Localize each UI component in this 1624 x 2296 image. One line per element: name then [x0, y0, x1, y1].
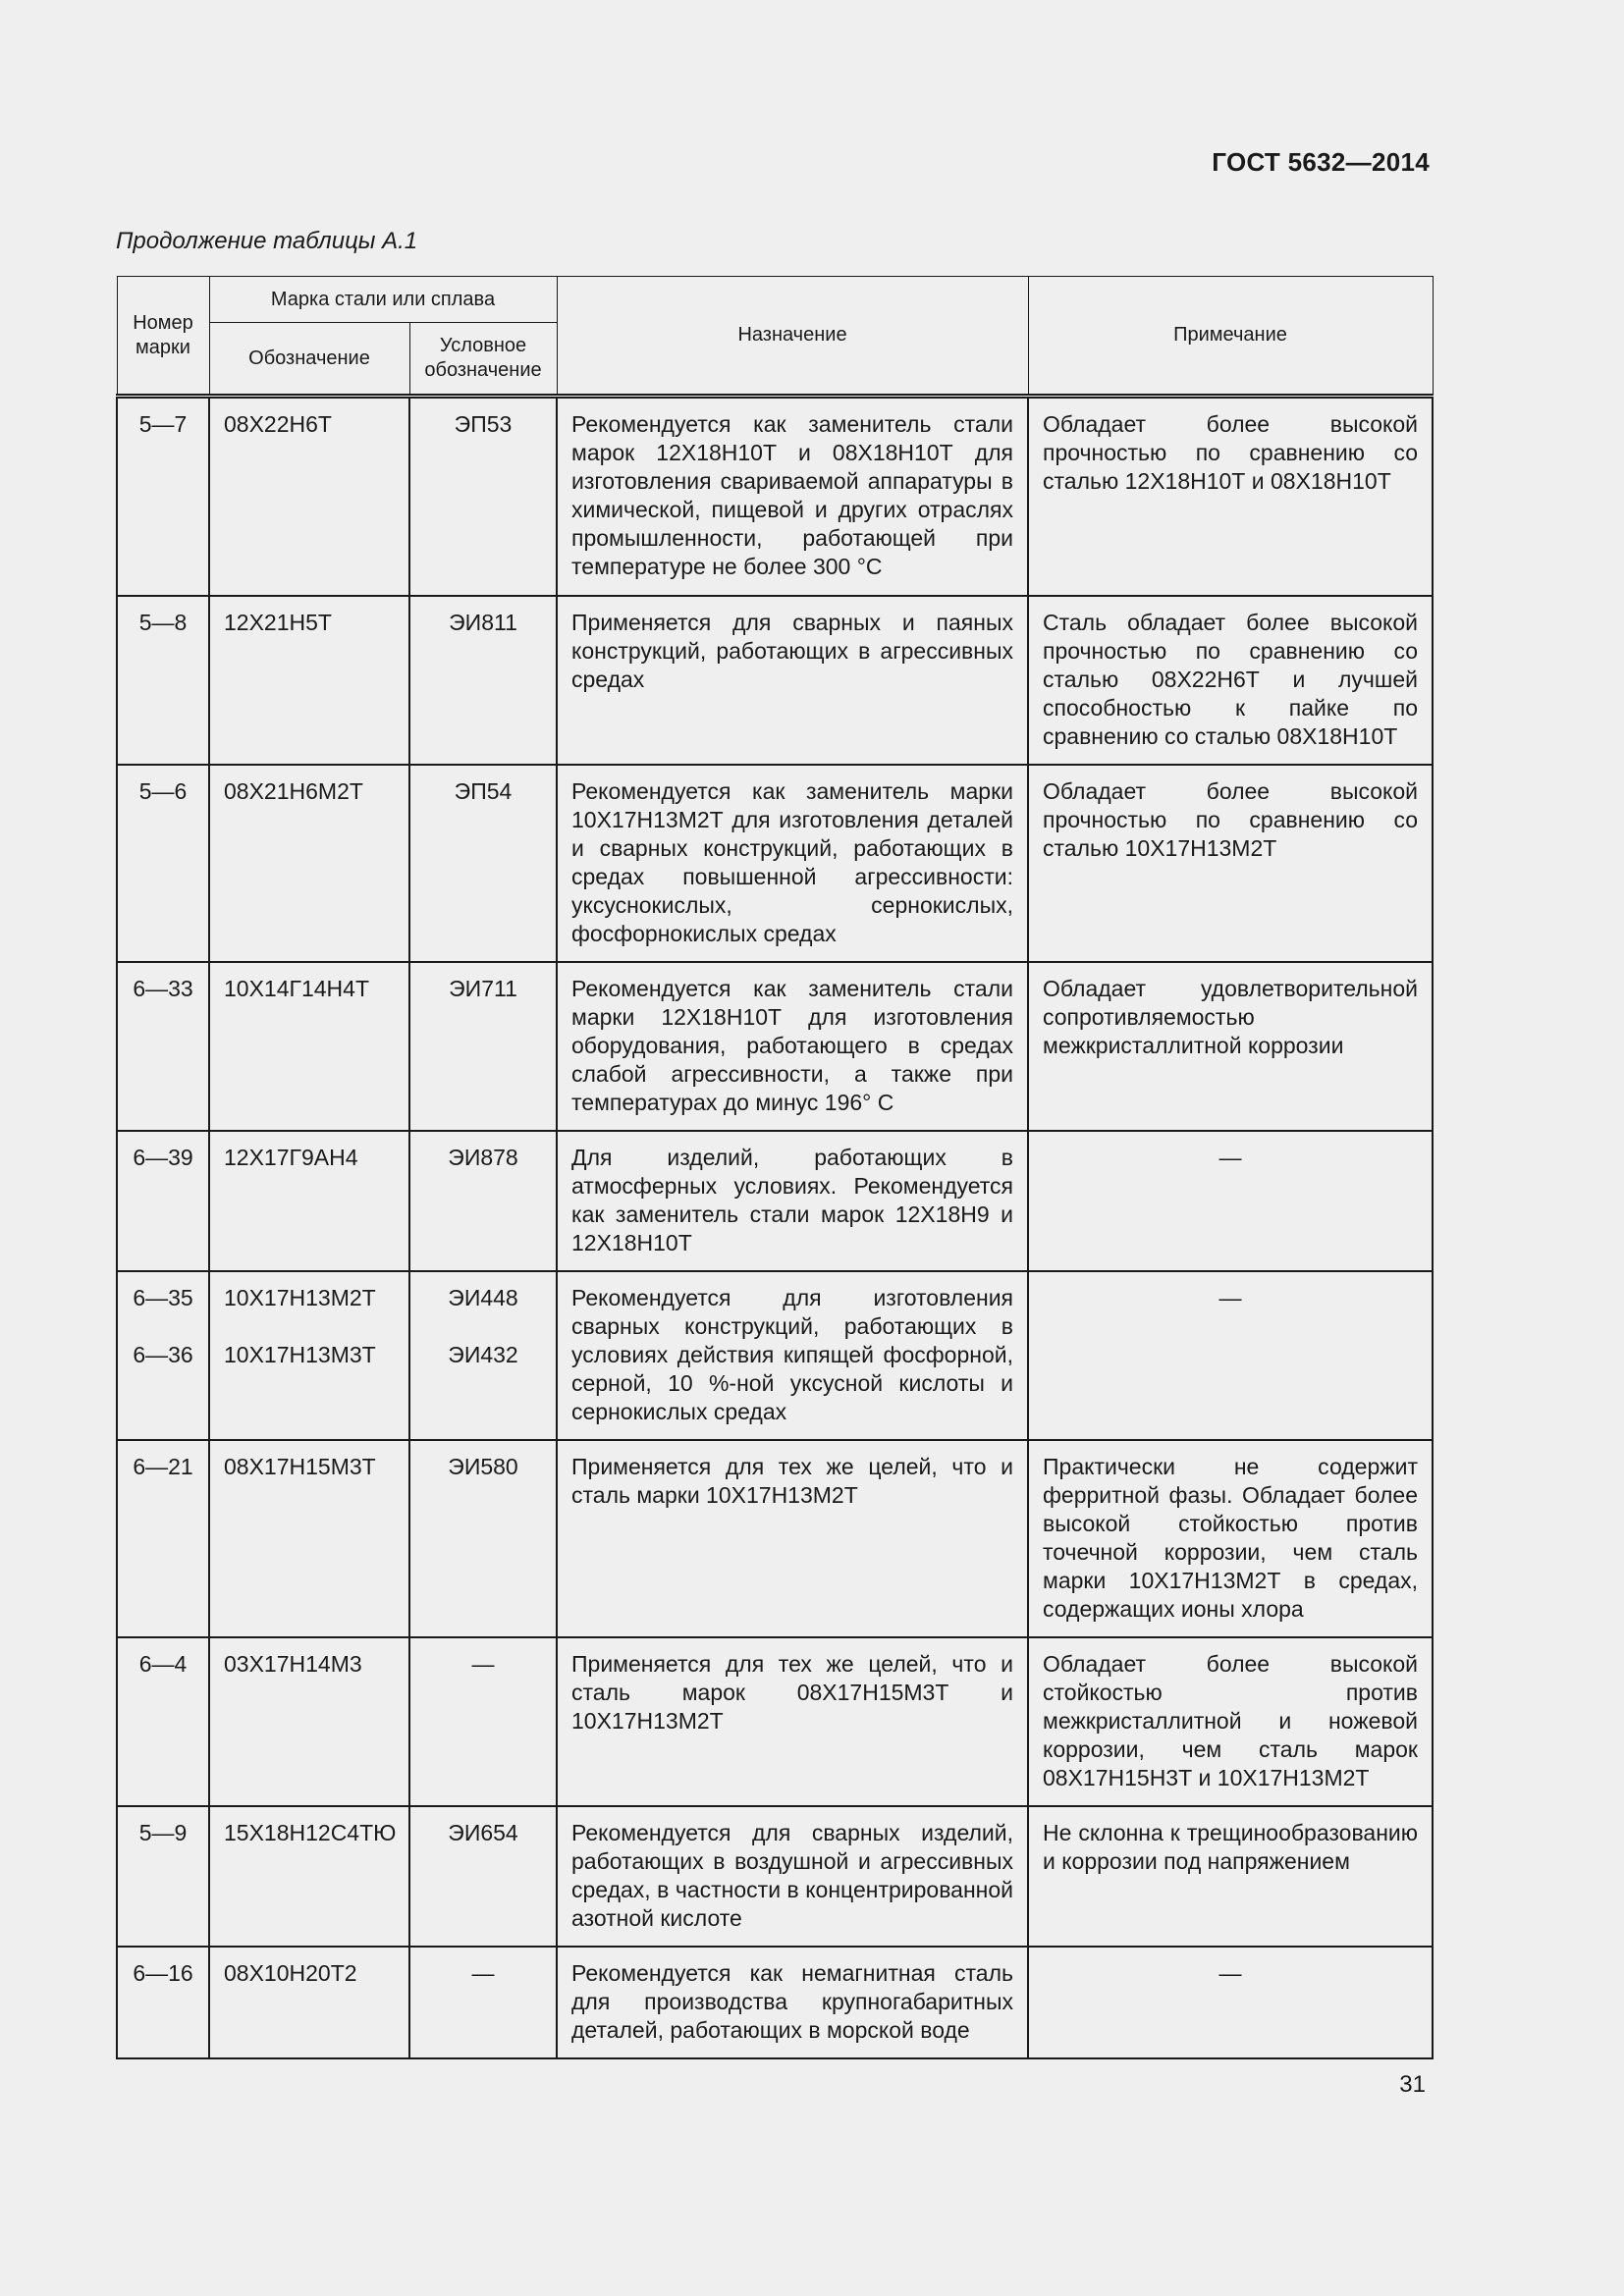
cell-designation-a: 10Х17Н13М2Т — [224, 1284, 376, 1310]
cell-number: 5—6 — [117, 765, 209, 962]
cell-designation — [209, 1271, 409, 1440]
cell-purpose: Рекомендуется для изготовления сварных конструкций, работающих в условиях действия кипящей фосфорной, серной, 10 %-ной уксусной кислоты и сернокислых средах — [557, 1271, 1028, 1440]
cell-conditional-b: ЭИ432 — [448, 1341, 518, 1367]
cell-conditional: ЭП54 — [409, 765, 557, 962]
cell-number: 6—16 — [117, 1947, 209, 2058]
cell-note: — — [1028, 1947, 1433, 2058]
cell-note: Не склонна к трещинообразованию и коррозии под напряжением — [1028, 1806, 1433, 1947]
cell-purpose: Применяется для тех же целей, что и сталь марки 10Х17Н13М2Т — [557, 1440, 1028, 1637]
cell-conditional: ЭИ711 — [409, 962, 557, 1131]
cell-number: 5—9 — [117, 1806, 209, 1947]
table-row — [117, 1806, 1433, 1947]
table-row — [117, 1947, 1433, 2058]
cell-conditional: ЭП53 — [409, 397, 557, 596]
cell-conditional: ЭИ811 — [409, 596, 557, 765]
cell-number: 6—4 — [117, 1637, 209, 1806]
cell-designation: 08Х10Н20Т2 — [209, 1947, 409, 2058]
col-header-number: Номер марки — [117, 277, 209, 397]
cell-designation: 08Х17Н15М3Т — [209, 1440, 409, 1637]
table-row — [117, 397, 1433, 596]
page-number: 31 — [1399, 2071, 1426, 2098]
col-header-purpose: Назначение — [557, 277, 1028, 397]
table-row — [117, 1271, 1433, 1440]
col-header-conditional: Условное обозначение — [409, 323, 557, 397]
cell-purpose: Рекомендуется как немагнитная сталь для производства крупногабаритных деталей, работающих в морской воде — [557, 1947, 1028, 2058]
cell-designation: 08Х22Н6Т — [209, 397, 409, 596]
cell-designation: 08Х21Н6М2Т — [209, 765, 409, 962]
cell-note: — — [1028, 1271, 1433, 1440]
cell-conditional: — — [409, 1947, 557, 2058]
cell-purpose: Применяется для тех же целей, что и сталь марок 08Х17Н15М3Т и 10Х17Н13М2Т — [557, 1637, 1028, 1806]
cell-designation: 15Х18Н12С4ТЮ — [209, 1806, 409, 1947]
cell-designation: 12Х21Н5Т — [209, 596, 409, 765]
cell-purpose: Рекомендуется как заменитель марки 10Х17Н13М2Т для изготовления деталей и сварных конструкций, работающих в средах повышенной агрессивности: уксуснокислых, сернокислых, фосфорнокислых средах — [557, 765, 1028, 962]
cell-number: 5—7 — [117, 397, 209, 596]
cell-note: — — [1028, 1131, 1433, 1271]
cell-purpose: Рекомендуется как заменитель стали марки 12Х18Н10Т для изготовления оборудования, работающего в средах слабой агрессивности, а также при температурах до минус 196° С — [557, 962, 1028, 1131]
cell-number-a: 6—35 — [133, 1284, 193, 1310]
table-row — [117, 962, 1433, 1131]
table-row — [117, 1440, 1433, 1637]
cell-note: Сталь обладает более высокой прочностью по сравнению со сталью 08Х22Н6Т и лучшей способностью к пайке по сравнению со сталью 08Х18Н10Т — [1028, 596, 1433, 765]
cell-conditional: — — [409, 1637, 557, 1806]
cell-conditional: ЭИ654 — [409, 1806, 557, 1947]
cell-purpose: Для изделий, работающих в атмосферных условиях. Рекомендуется как заменитель стали марок 12Х18Н9 и 12Х18Н10Т — [557, 1131, 1028, 1271]
standard-header: ГОСТ 5632—2014 — [1212, 147, 1430, 177]
col-header-designation: Обозначение — [209, 323, 409, 397]
cell-number-b: 6—36 — [133, 1341, 193, 1367]
cell-purpose: Применяется для сварных и паяных конструкций, работающих в агрессивных средах — [557, 596, 1028, 765]
cell-conditional: ЭИ580 — [409, 1440, 557, 1637]
cell-designation: 03Х17Н14М3 — [209, 1637, 409, 1806]
cell-designation-b: 10Х17Н13М3Т — [224, 1341, 376, 1367]
cell-note: Обладает более высокой прочностью по сравнению со сталью 10Х17Н13М2Т — [1028, 765, 1433, 962]
col-header-note: Примечание — [1028, 277, 1433, 397]
cell-designation: 12Х17Г9АН4 — [209, 1131, 409, 1271]
col-header-grade-group: Марка стали или сплава — [209, 277, 557, 323]
cell-conditional: ЭИ878 — [409, 1131, 557, 1271]
cell-number: 5—8 — [117, 596, 209, 765]
cell-note: Обладает удовлетворительной сопротивляемостью межкристаллитной коррозии — [1028, 962, 1433, 1131]
table-caption: Продолжение таблицы А.1 — [116, 228, 418, 254]
cell-note: Обладает более высокой прочностью по сравнению со сталью 12Х18Н10Т и 08Х18Н10Т — [1028, 397, 1433, 596]
cell-note: Практически не содержит ферритной фазы. Обладает более высокой стойкостью против точечной коррозии, чем сталь марки 10Х17Н13М2Т в средах, содержащих ионы хлора — [1028, 1440, 1433, 1637]
cell-purpose: Рекомендуется для сварных изделий, работающих в воздушной и агрессивных средах, в частности в концентрированной азотной кислоте — [557, 1806, 1028, 1947]
cell-number: 6—39 — [117, 1131, 209, 1271]
table-row — [117, 1637, 1433, 1806]
cell-number — [117, 1271, 209, 1440]
table-row — [117, 596, 1433, 765]
cell-note: Обладает более высокой стойкостью против межкристаллитной и ножевой коррозии, чем сталь марок 08Х17Н15Н3Т и 10Х17Н13М2Т — [1028, 1637, 1433, 1806]
table-row — [117, 1131, 1433, 1271]
cell-number: 6—21 — [117, 1440, 209, 1637]
cell-conditional-a: ЭИ448 — [448, 1284, 518, 1310]
steel-grades-table — [116, 276, 1434, 2059]
cell-designation: 10Х14Г14Н4Т — [209, 962, 409, 1131]
cell-number: 6—33 — [117, 962, 209, 1131]
cell-conditional — [409, 1271, 557, 1440]
cell-purpose: Рекомендуется как заменитель стали марок 12Х18Н10Т и 08Х18Н10Т для изготовления свариваемой аппаратуры в химической, пищевой и других отраслях промышленности, работающей при температуре не более 300 °С — [557, 397, 1028, 596]
table-row — [117, 765, 1433, 962]
